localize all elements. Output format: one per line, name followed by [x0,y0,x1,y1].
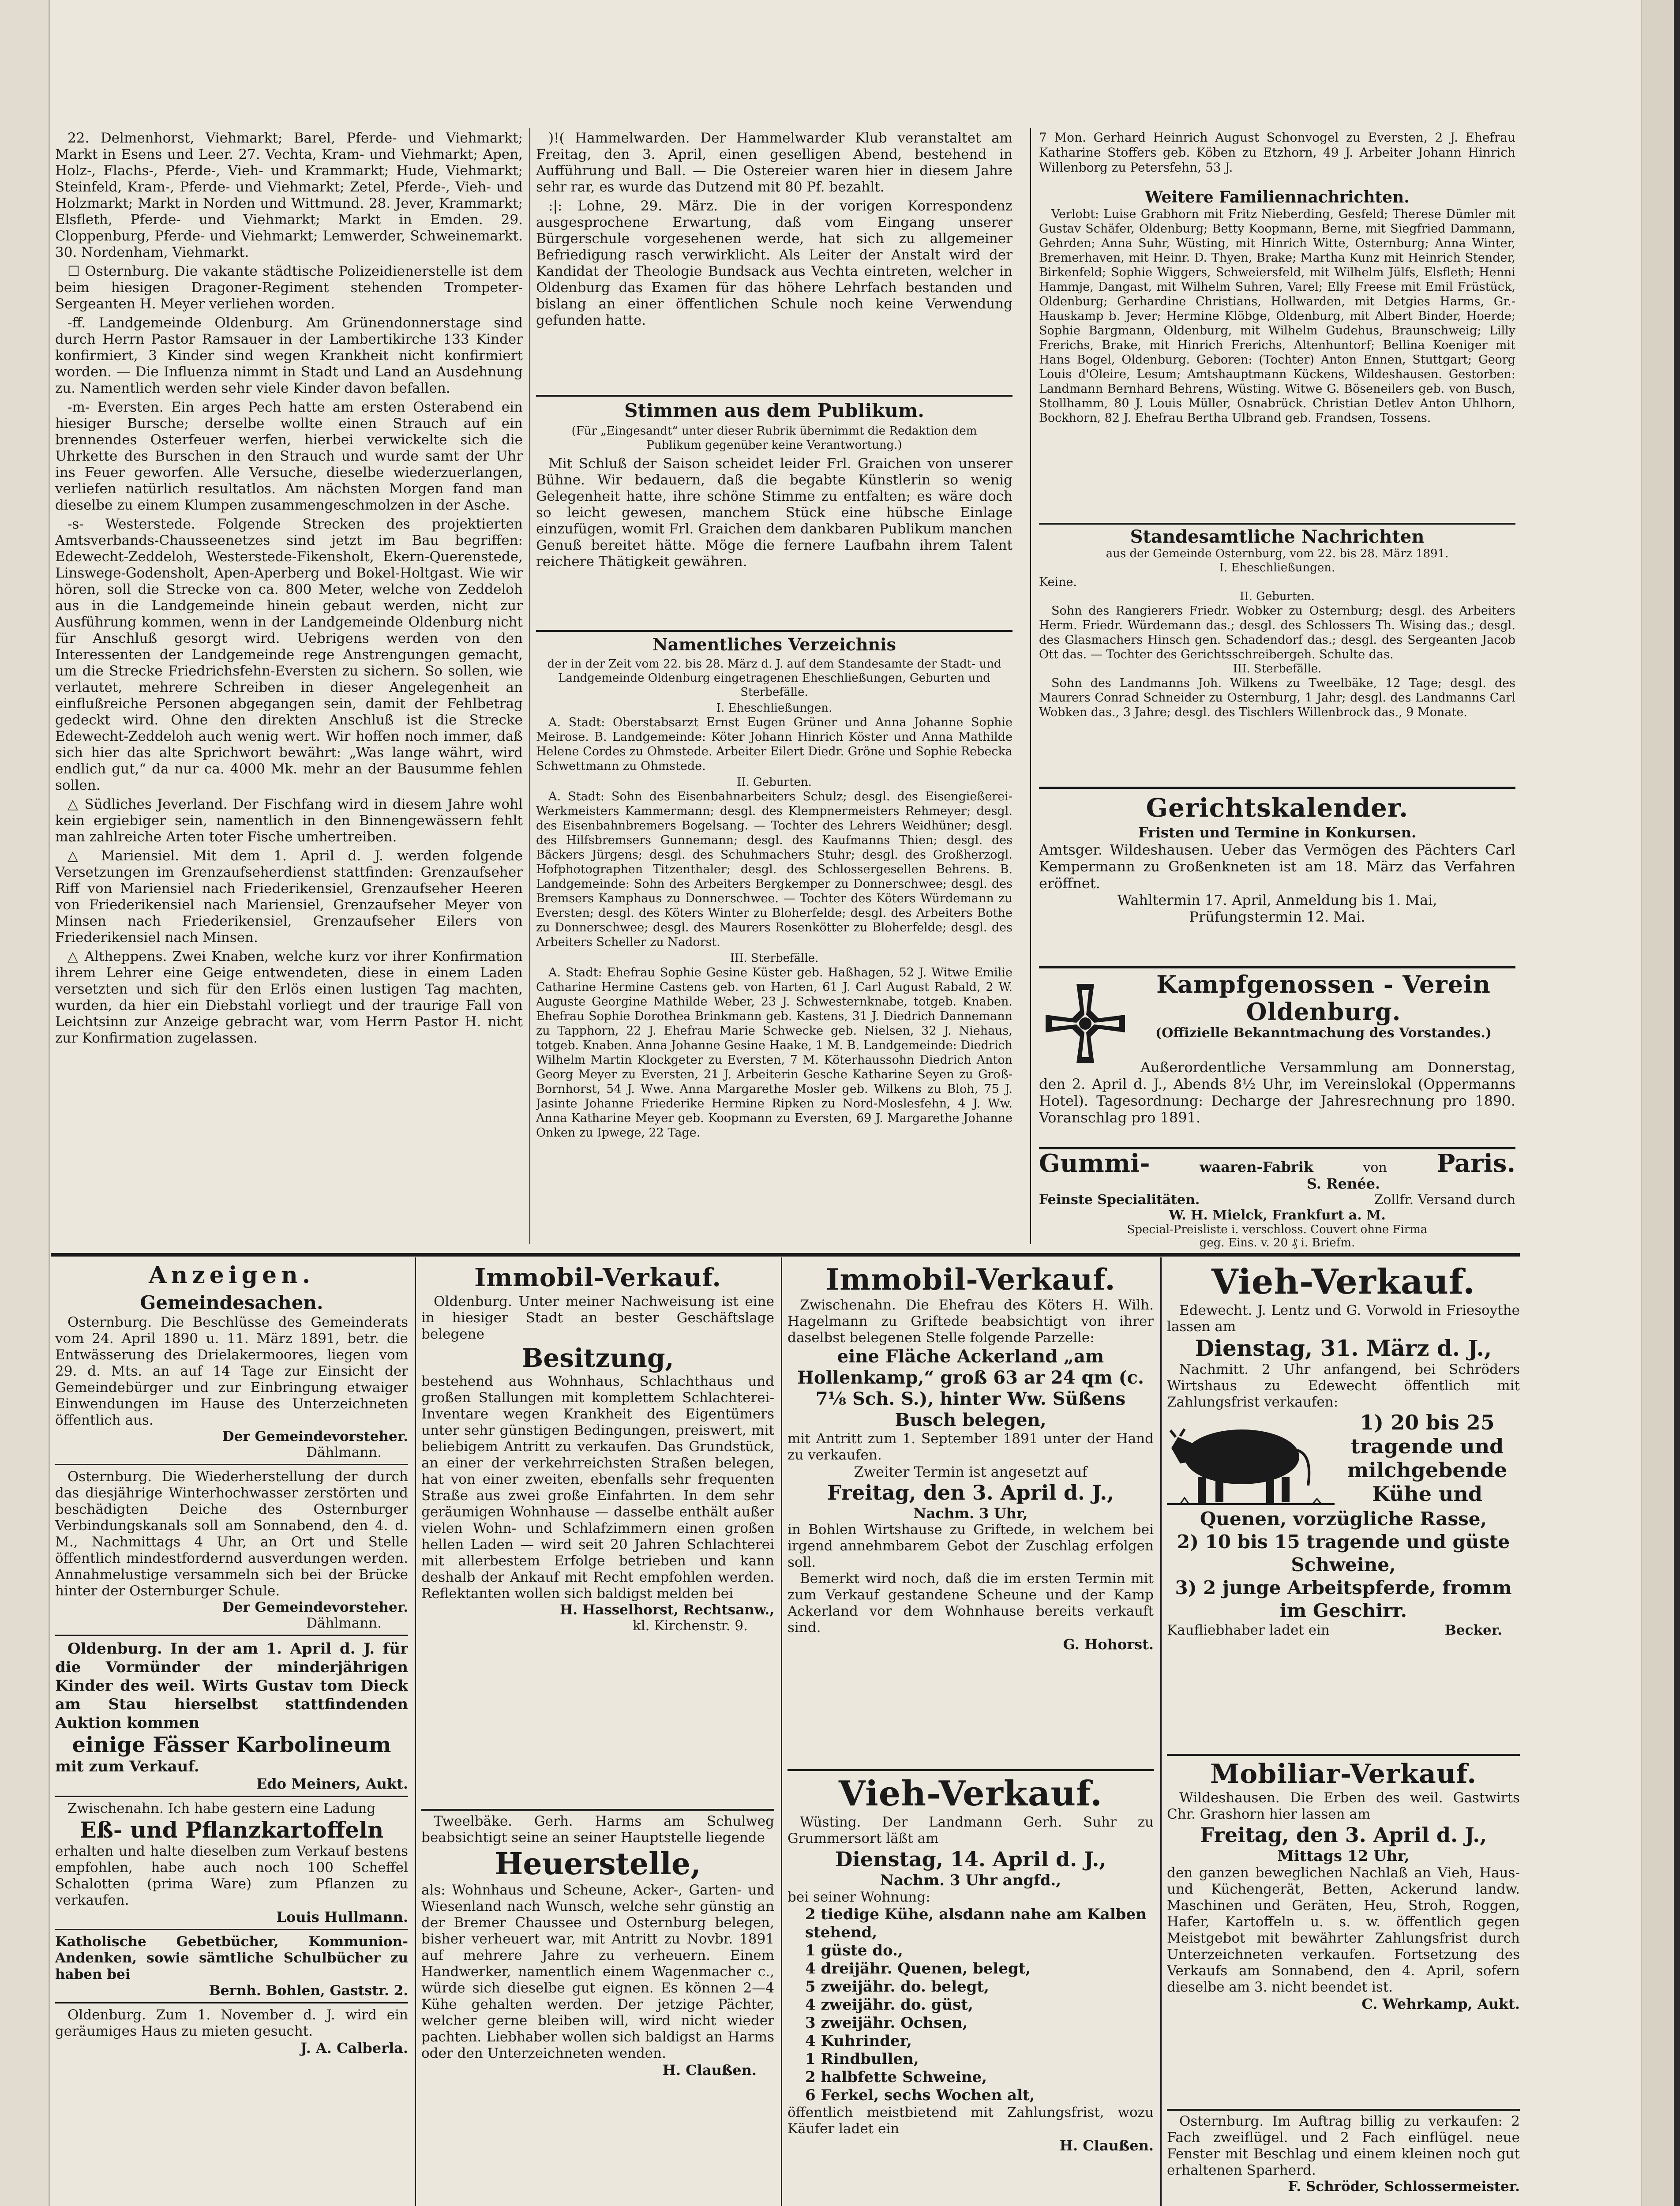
news-column-1 [55,130,523,1251]
section-rule [788,1769,1154,1771]
section-rule [536,395,1012,397]
section-rule [1167,2109,1520,2111]
verzeichnis-section [536,633,1012,1246]
vieh-1-tail: Kaufliebhaber ladet ein [1167,1622,1330,1638]
news-item: ☐ Osternburg. Die vakante städtische Polizeidienerstelle ist dem beim hiesigen Dragoner-Regiment stehenden Trompeter-Sergeanten H. Meyer verliehen worden. [55,263,523,312]
vieh-2-item: 1 güste do., [805,1942,903,1959]
mobiliar-text-1: Wildeshausen. Die Erben des weil. Gastwirts Chr. Grashorn hier lassen am [1167,1790,1520,1822]
mobiliar-title: Mobiliar-Verkauf. [1210,1759,1477,1790]
standesamt-subtitle: aus der Gemeinde Osternburg, vom 22. bis 28. März 1891. [1106,547,1449,560]
gummi-sub: S. Renée. [1306,1175,1380,1192]
zwischenahn-tail: erhalten und halte dieselben zum Verkauf bestens empfohlen, habe auch noch 100 Scheffel Schalotten (prima Ware) zum Pflanzen zu verkaufen. [55,1843,408,1908]
standesamt-section [1039,527,1515,783]
vieh-1-tail-row [1167,1622,1520,1638]
vieh-2-date: Dienstag, 14. April d. J., [835,1847,1106,1871]
market-list: 22. Delmenhorst, Viehmarkt; Barel, Pferde- und Viehmarkt; Markt in Esens und Leer. 27. Vechta, Kram- und Viehmarkt; Apen, Holz-, Flachs-, Pferde-, Vieh- und Krammarkt; Hude, Viehmarkt; Steinfeld, Kram-, Pferde- und Viehmarkt; Zetel, Pferde-, Vieh- und Holzmarkt; Markt in Norden und Wittmund. 28. Jever, Krammarkt; Elsfleth, Pferde- und Viehmarkt; Markt in Emden. 29. Cloppenburg, Pferde- und Viehmarkt; Lemwerder, Schweinemarkt. 30. Nordenham, Viehmarkt. [55,130,523,260]
immobil-2-date: Freitag, den 3. April d. J., [827,1481,1114,1504]
iron-cross-icon [1041,979,1129,1068]
gummi-title-d: Paris. [1436,1152,1515,1178]
heuerstelle-sign: H. Claußen. [662,2062,757,2078]
immobil-ad-2 [788,1262,1154,1765]
gericht-text: Amtsger. Wildeshausen. Ueber das Vermögen des Pächters Carl Kempermann zu Großenkneten ist am 18. März das Verfahren eröffnet. [1039,841,1515,892]
oldenburg-auction-tail: mit zum Verkauf. [55,1758,199,1775]
gummi-ad [1039,1152,1515,1249]
adjacent-page-edge [0,0,50,2206]
gummi-line4: geg. Eins. v. 20 ₰ i. Briefm. [1199,1236,1355,1249]
vieh-2-sign: H. Claußen. [1059,2137,1154,2154]
stimmen-title: Stimmen aus dem Publikum. [624,400,924,421]
column-divider [781,1257,782,2206]
verzeichnis-sec2-text: A. Stadt: Sohn des Eisenbahnarbeiters Schulz; desgl. des Eisengießerei-Werkmeisters Kammermann; desgl. des Klempnermeisters Rehmeyer; desgl. des Eisenbahnbremers Bogelsang. — Tochter des Lehrers Weidhüner; desgl. des Hilfsbremsers Gunnemann; desgl. des Kaufmanns Thien; desgl. des Bäckers Jürgens; desgl. des Schuhmachers Stuhr; desgl. des Großherzogl. Hofphotographen Titzenthaler; desgl. des Schlossergesellen Behrens. B. Landgemeinde: Sohn des Arbeiters Bergkemper zu Donnerschwee; desgl. des Bremsers Kamphaus zu Donnerschwee. — Tochter des Köters Würdemann zu Eversten; desgl. des Köters Winter zu Bloherfelde; desgl. des Arbeiters Bothe zu Donnerschwee; desgl. des Maurers Rosenkötter zu Bloherfelde; desgl. des Arbeiters Scheller zu Nadorst. [536,790,1012,949]
gerichtskalender-section [1039,792,1515,964]
kampfgenossen-ad [1039,971,1515,1147]
vieh-verkauf-edewecht-ad [1167,1262,1520,1752]
vieh-1-item-3: 3) 2 junge Arbeitspferde, fromm im Geschirr. [1175,1577,1512,1621]
verzeichnis-sec1-heading: I. Eheschließungen. [716,702,832,715]
verzeichnis-sec2-heading: II. Geburten. [737,776,812,789]
vieh-2-item: 4 Kuhrinder, [805,2032,912,2050]
standesamt-title: Standesamtliche Nachrichten [1130,527,1425,547]
standesamt-sec1-heading: I. Eheschließungen. [1219,561,1335,574]
vieh-2-time: Nachm. 3 Uhr angfd., [880,1872,1061,1889]
vieh-2-item: 2 halbfette Schweine, [805,2068,987,2086]
vieh-1-picture-row [1167,1411,1520,1508]
news-item: △ Südliches Jeverland. Der Fischfang wird in diesem Jahre wohl kein ergiebiger sein, namentlich in den Binnengewässern fehlt man zahlreiche Arten toter Fische umhertreiben. [55,796,523,845]
immobil-2-text-1: Zwischenahn. Die Ehefrau des Köters H. Wilh. Hagelmann zu Griftede beabsichtigt von ihrer daselbst belegenen Stelle folgende Parzelle: [788,1297,1154,1346]
vieh-2-item-list [805,1906,1154,2105]
verzeichnis-sec3-text: A. Stadt: Ehefrau Sophie Gesine Küster geb. Haßhagen, 52 J. Witwe Emilie Catharine Hermine Castens geb. von Harten, 61 J. Carl August Rabald, 2 W. Auguste Georgine Mathilde Weber, 23 J. Schwesternknabe, totgeb. Knaben. Ehefrau Sophie Dorothea Brinkmann geb. Kastens, 31 J. Diedrich Dannemann zu Tapphorn, 22 J. Ehefrau Marie Schwecke geb. Nielsen, 32 J. Niehaus, totgeb. Knaben. Anna Johanne Gesine Haake, 1 M. B. Landgemeinde: Diedrich Wilhelm Martin Klockgeter zu Eversten, 7 M. Köterhaussohn Diedrich Anton Georg Meyer zu Eversten, 21 J. Arbeiterin Gesche Katharine Seyen zu Groß-Bornhorst, 54 J. Wwe. Anna Margarethe Mosler geb. Wilkens zu Bloh, 75 J. Jasinte Johanne Friederike Hermine Ripken zu Nord-Moslesfehn, 4 J. Ww. Anna Katharine Meyer geb. Koopmann zu Eversten, 69 J. Margarethe Johanne Onken zu Ipwege, 22 Tage. [536,966,1012,1140]
gericht-subtitle: Fristen und Termine in Konkursen. [1138,824,1417,841]
kampf-text: Außerordentliche Versammlung am Donnerstag, den 2. April d. J., Abends 8½ Uhr, im Vereinslokal (Oppermanns Hotel). Tagesordnung: Decharge der Jahresrechnung pro 1890. Voranschlag pro 1891. [1039,1059,1515,1126]
vieh-2-title: Vieh-Verkauf. [838,1774,1103,1814]
gemeindesachen-sign-2: Dählmann. [306,1444,382,1460]
gummi-line1b: Zollfr. Versand durch [1374,1192,1515,1208]
vieh-2-text-3: öffentlich meistbietend mit Zahlungsfrist, wozu Käufer ladet ein [788,2105,1154,2137]
stimmen-text: Mit Schluß der Saison scheidet leider Frl. Graichen von unserer Bühne. Wir bedauern, daß die begabte Künstlerin so wenig Gelegenheit hatte, ihre schöne Stimme zu entfalten; es wäre doch so leicht gewesen, manchem Stück eine hübsche Einlage einzufügen, womit Frl. Graichen dem dankbaren Publikum manchen Genuß bereitet hätte. Möge die fernere Laufbahn ihrem Talent reichere Thätigkeit gewähren. [536,456,1012,570]
stimmen-section [536,399,1012,629]
kampf-title-block [1132,971,1515,1041]
anzeigen-column [55,1260,408,2206]
gericht-line1: Wahltermin 17. April, Anmeldung bis 1. Mai, [1117,892,1437,908]
kampf-title-2: Oldenburg. [1246,998,1401,1026]
section-rule [1039,523,1515,525]
immobil-2-text-2: mit Antritt zum 1. September 1891 unter der Hand zu verkaufen. [788,1431,1154,1463]
vieh-2-item: 4 zweijähr. do. güst, [805,1996,973,2014]
immobil-1-text-1: Oldenburg. Unter meiner Nachweisung ist eine in hiesiger Stadt an bester Geschäftslage belegene [421,1294,774,1342]
immobil-2-time: Nachm. 3 Uhr, [913,1505,1028,1522]
wohnung-gesucht-text: Oldenburg. Zum 1. November d. J. wird ein geräumiges Haus zu mieten gesucht. [55,2007,408,2039]
familien-section [1039,188,1515,518]
sterbefaelle-continued: 7 Mon. Gerhard Heinrich August Schonvogel zu Eversten, 2 J. Ehefrau Katharine Stoffers geb. Köben zu Etzhorn, 49 J. Arbeiter Johann Hinrich Willenborg zu Petersfehn, 53 J. [1039,130,1515,175]
familien-text: Verlobt: Luise Grabhorn mit Fritz Nieberding, Gesfeld; Therese Dümler mit Gustav Schäfer, Oldenburg; Betty Koopmann, Berne, mit Siegfried Dammann, Gehrden; Anna Suhr, Wüsting, mit Hinrich Witte, Osternburg; Anna Winter, Bremerhaven, mit Heinr. D. Thyen, Brake; Martha Kunz mit Heinrich Stender, Birkenfeld; Sophie Wiggers, Schweiersfeld, mit Wilhelm Jülfs, Elsfleth; Henni Hammje, Dangast, mit Wilhelm Suhren, Varel; Elly Freese mit Emil Früstück, Oldenburg; Gerhardine Christians, Hollwarden, mit Detgies Harms, Gr.-Hauskamp b. Jever; Hermine Klöbge, Oldenburg, mit Albert Binder, Hoerde; Sophie Bargmann, Oldenburg, mit Wilhelm Gudehus, Braunschweig; Lilly Frerichs, Brake, mit Hinrich Frerichs, Altenhuntorf; Bellina Koeniger mit Hans Bogel, Oldenburg. Geboren: (Tochter) Anton Ennen, Stuttgart; Georg Louis d'Oleire, Lesum; Amtshauptmann Kückens, Wildeshausen. Gestorben: Landmann Bernhard Behrens, Wüsting. Witwe G. Böseneilers geb. von Busch, Stollhamm, 80 J. Louis Müller, Osnabrück. Christian Detlev Anton Uhlhorn, Bockhorn, 82 J. Ehefrau Bertha Ulbrand geb. Frandsen, Tossens. [1039,207,1515,425]
gericht-line2: Prüfungstermin 12. Mai. [1189,908,1365,925]
mobiliar-date: Freitag, den 3. April d. J., [1200,1823,1487,1847]
news-item: -ff. Landgemeinde Oldenburg. Am Grünendonnerstage sind durch Herrn Pastor Ramsauer in der Lambertikirche 133 Kinder konfirmiert, 3 Kinder sind wegen Krankheit nicht konfirmiert worden. — Die Influenza nimmt in Stadt und Land an Ausdehnung zu. Namentlich werden sehr viele Kinder davon befallen. [55,315,523,396]
osternburg-notice: Osternburg. Die Wiederherstellung der durch das diesjährige Winterhochwasser zerstörten und beschädigten Deiche des Osternburger Verbindungskanals soll am Sonnabend, den 4. d. M., Nachmittags 4 Uhr, an Ort und Stelle öffentlich mindestfordernd ausverdungen werden. Annahmelustige versammeln sich bei der Brücke hinter der Osternburger Schule. [55,1469,408,1599]
katholische-text: Katholische Gebetbücher, Kommunion-Andenken, sowie sämtliche Schulbücher zu haben bei [55,1934,408,1982]
standesamt-sec2-text: Sohn des Rangierers Friedr. Wobker zu Osternburg; desgl. des Arbeiters Herm. Friedr. Würdemann das.; desgl. des Schlossers Th. Wising das.; desgl. des Glasmachers Hinsch gen. Schadendorf das.; desgl. des Sergeanten Jacob Ott das. — Tochter des Gerichtsschreibergeh. Schulte das. [1039,604,1515,661]
immobil-1-text-2: bestehend aus Wohnhaus, Schlachthaus und großen Stallungen mit komplettem Schlachterei-Inventare wegen Krankheit des Eigentümers unter sehr günstigen Bedingungen, preiswert, mit beliebigem Antritt zu verkaufen. Das Grundstück, an einer der verkehrreichsten Straßen belegen, hat von einer zweiten, ebenfalls sehr frequenten Straße aus zwei große Einfahrten. In dem sehr geräumigen Wohnhause — dasselbe enthält außer vielen Wohn- und Schlafzimmern einen großen hellen Laden — wird seit 20 Jahren Schlachterei mit allerbestem Erfolge betrieben und kann deshalb der Ankauf mit Recht empfohlen werden. Reflektanten wollen sich baldigst melden bei [421,1373,774,1602]
vieh-2-text-1: Wüsting. Der Landmann Gerh. Suhr zu Grummersort läßt am [788,1814,1154,1846]
vieh-2-item: 5 zweijähr. do. belegt, [805,1978,989,1996]
oldenburg-auction-sign: Edo Meiners, Aukt. [256,1775,408,1792]
standesamt-sec3-text: Sohn des Landmanns Joh. Wilkens zu Tweelbäke, 12 Tage; desgl. des Maurers Conrad Schneider zu Osternburg, 1 Jahr; desgl. des Landmanns Carl Wobken das., 3 Jahre; desgl. des Tischlers Willenbrock das., 9 Monate. [1039,676,1515,719]
wohnung-gesucht-sign: J. A. Calberla. [300,2040,408,2056]
vieh-1-sign: Becker. [1444,1622,1502,1638]
news-column-2 [536,130,1012,377]
gericht-title: Gerichtskalender. [1146,793,1409,823]
section-rule [536,630,1012,632]
mobiliar-time: Mittags 12 Uhr, [1277,1847,1410,1865]
immobil-2-title: Immobil-Verkauf. [825,1262,1116,1297]
katholische-sign: Bernh. Bohlen, Gaststr. 2. [209,1983,408,1999]
vieh-2-item: 6 Ferkel, sechs Wochen alt, [805,2086,1035,2104]
oldenburg-auction-big: einige Fässer Karbolineum [72,1733,391,1757]
zwischenahn-text: Zwischenahn. Ich habe gestern eine Ladung [68,1801,376,1816]
section-rule [1039,966,1515,968]
divider [55,1796,408,1797]
vieh-2-item: 2 tiedige Kühe, alsdann nahe am Kalben stehend, [805,1906,1147,1941]
divider [55,1929,408,1930]
gummi-line1: Feinste Specialitäten. [1039,1192,1200,1208]
heuerstelle-text-2: als: Wohnhaus und Scheune, Acker-, Garten- und Wiesenland nach Wunsch, welche sehr günstig an der Bremer Chaussee und Osternburg belegen, bisher verheuert war, mit Antritt zu Novbr. 1891 auf mehrere Jahre zu verheuern. Einem Handwerker, namentlich einem Wagenmacher c., würde sich dieselbe gut eignen. Es können 2—4 Kühe gehalten werden. Der jetzige Pächter, welcher gerne bleiben will, wird nicht wieder pachten. Liebhaber wollen sich baldigst an Harms oder den Unterzeichneten wenden. [421,1882,774,2061]
gummi-title-a: Gummi- [1039,1152,1150,1178]
vieh-2-text-2: bei seiner Wohnung: [788,1889,930,1905]
page-edge-shadow [1641,0,1674,2206]
vieh-1-item-1b: Quenen, vorzügliche Rasse, [1200,1508,1487,1530]
verzeichnis-title: Namentliches Verzeichnis [652,634,896,654]
immobil-1-sign-2: kl. Kirchenstr. 9. [632,1618,748,1634]
immobil-1-sign-1: H. Hasselhorst, Rechtsanw., [559,1602,774,1618]
section-rule [421,1809,774,1811]
vieh-1-item-2: 2) 10 bis 15 tragende und güste Schweine, [1177,1531,1510,1576]
page-section-rule [51,1253,1520,1257]
vieh-1-text-2: Nachmitt. 2 Uhr anfangend, bei Schröders Wirtshaus zu Edewecht öffentlich mit Zahlungsfrist verkaufen: [1167,1362,1520,1410]
verzeichnis-sec3-heading: III. Sterbefälle. [730,952,819,965]
news-item: -m- Eversten. Ein arges Pech hatte am ersten Osterabend ein hiesiger Bursche; derselbe wollte einen Strauch auf ein brennendes Osterfeuer werfen, hierbei verwickelte sich die Uhrkette des Burschen in den Strauch und wurde samt der Uhr ins Feuer geworfen. Alle Versuche, dieselbe wiederzuerlangen, verliefen natürlich resultatlos. Am nächsten Morgen fand man dieselbe zu einem Klumpen zusammengeschmolzen in der Asche. [55,399,523,513]
vieh-1-title: Vieh-Verkauf. [1211,1262,1476,1302]
schroeder-text: Osternburg. Im Auftrag billig zu verkaufen: 2 Fach zweiflügel. und 2 Fach einflügel. neue Fenster mit Beschlag und einem kleinen noch gut erhaltenen Sparherd. [1167,2113,1520,2178]
column-divider [1030,128,1031,1244]
section-rule [1039,1147,1515,1149]
osternburg-sign-2: Dählmann. [306,1615,382,1631]
kampf-subtitle: (Offizielle Bekanntmachung des Vorstandes.) [1155,1025,1492,1041]
osternburg-sign-1: Der Gemeindevorsteher. [222,1599,408,1615]
gemeindesachen-sign-1: Der Gemeindevorsteher. [222,1429,408,1444]
immobil-1-title: Immobil-Verkauf. [474,1263,721,1292]
vieh-1-text-1: Edewecht. J. Lentz und G. Vorwold in Friesoythe lassen am [1167,1302,1520,1335]
gummi-title-b: waaren-Fabrik [1200,1159,1314,1175]
zwischenahn-big: Eß- und Pflanzkartoffeln [79,1817,384,1843]
divider [55,1635,408,1636]
column-3-top [1039,130,1515,188]
mobiliar-text-2: den ganzen beweglichen Nachlaß an Vieh, Haus- und Küchengerät, Betten, Ackerund landw. Maschinen und Geräten, Heu, Stroh, Roggen, Hafer, Kartoffeln u. s. w. öffentlich gegen Meistgebot mit bewährter Zahlungsfrist durch Unterzeichneten verkaufen. Fortsetzung des Verkaufs am Sonnabend, den 4. April, sofern dieselbe am 3. nicht beendet ist. [1167,1865,1520,1995]
column-divider [415,1257,416,2206]
gemeindesachen-title: Gemeindesachen. [140,1292,323,1313]
column-divider [1160,1257,1162,2206]
immobil-1-big: Besitzung, [521,1343,674,1373]
vieh-2-item: 3 zweijähr. Ochsen, [805,2014,968,2032]
gummi-title-c: von [1363,1160,1387,1175]
section-rule [1039,787,1515,789]
standesamt-sec3-heading: III. Sterbefälle. [1233,662,1322,675]
vieh-2-item: 4 dreijähr. Quenen, belegt, [805,1960,1031,1977]
heuerstelle-text-1: Tweelbäke. Gerh. Harms am Schulweg beabsichtigt seine an seiner Hauptstelle liegende [421,1813,774,1846]
section-rule [1167,1754,1520,1756]
familien-title: Weitere Familiennachrichten. [1145,188,1410,206]
immobil-2-place: in Bohlen Wirtshause zu Griftede, in welchem bei irgend annehmbarem Gebot der Zuschlag erfolgen soll. [788,1522,1154,1570]
gummi-line1-row [1039,1192,1515,1208]
mobiliar-sign: C. Wehrkamp, Aukt. [1361,1996,1520,2012]
gummi-title-row [1039,1152,1515,1178]
news-item: △ Altheppens. Zwei Knaben, welche kurz vor ihrer Konfirmation ihrem Lehrer eine Geige entwendeten, diese in einem Laden versetzten und sich für den Erlös einen lustigen Tag machten, wurden, da hier ein Diebstahl vorliegt und der traurige Fall von Leichtsinn zur Anzeige gebracht war, vom Herrn Pastor H. nicht zur Konfirmation zugelassen. [55,949,523,1046]
news-item: )!( Hammelwarden. Der Hammelwarder Klub veranstaltet am Freitag, den 3. April, einen geselligen Abend, bestehend in Aufführung und Ball. — Die Ostereier waren hier in diesem Jahre sehr rar, es wurde das Dutzend mit 80 Pf. bezahlt. [536,130,1012,195]
immobil-2-termin: Zweiter Termin ist angesetzt auf [854,1463,1088,1480]
immobil-2-sign: G. Hohorst. [1063,1636,1154,1653]
standesamt-sec2-heading: II. Geburten. [1240,590,1315,603]
verzeichnis-intro: der in der Zeit vom 22. bis 28. März d. J. auf dem Standesamte der Stadt- und Landgemeinde Oldenburg eingetragenen Eheschließungen, Geburten und Sterbefälle. [547,657,1001,699]
vieh-2-item: 1 Rindbullen, [805,2050,919,2068]
vieh-1-item-1: 1) 20 bis 25 tragende und milchgebende Kühe und [1347,1411,1508,1506]
gemeindesachen-text: Osternburg. Die Beschlüsse des Gemeinderats vom 24. April 1890 u. 11. März 1891, betr. die Entwässerung des Drielakermoores, liegen vom 29. d. Mts. an auf 14 Tage zur Einsicht der Gemeindebürger und zur Einbringung etwaiger Einwendungen im Hause des Unterzeichneten öffentlich aus. [55,1314,408,1428]
news-item: -s- Westerstede. Folgende Strecken des projektierten Amtsverbands-Chausseenetzes sind jetzt im Bau begriffen: Edewecht-Zeddeloh, Westerstede-Fikensholt, Ekern-Querenstede, Linswege-Godensholt, Apen-Aperberg und Bokel-Holtgast. Wie wir hören, soll die Strecke von ca. 800 Meter, welche von Zeddeloh aus in die Landgemeinde hinein gebaut werden, nicht zur Ausführung kommen, wenn in der Landgemeinde Oldenburg nicht für Anschluß gesorgt wird. Uebrigens werden von den Interessenten der Landgemeinde rege Anstrengungen gemacht, um die Strecke Friedrichsfehn-Eversten zu sichern. So sollen, wie verlautet, mehrere Schreiben in dieser Angelegenheit an einflußreiche Personen abgegangen sein, damit der Fehlbetrag gedeckt wird. Ohne den direkten Anschluß ist die Strecke Edewecht-Zeddeloh auch wenig wert. Wir hoffen noch immer, daß sich hier das alte Sprichwort bewährt: „Was lange währt, wird endlich gut,“ da nur ca. 4000 Mk. mehr an der Bausumme fehlen sollen. [55,516,523,793]
kampf-title-1: Kampfgenossen - Verein [1156,971,1491,998]
standesamt-sec1-text: Keine. [1039,575,1077,589]
vieh-1-date: Dienstag, 31. März d. J., [1195,1335,1492,1361]
verzeichnis-sec1-text: A. Stadt: Oberstabsarzt Ernst Eugen Grüner und Anna Johanne Sophie Meirose. B. Landgemeinde: Köter Johann Hinrich Köster und Anna Mathilde Helene Cordes zu Ohmstede. Arbeiter Eilert Diedr. Gröne und Sophie Rebecka Schwettmann zu Ohmstede. [536,716,1012,773]
heuerstelle-big: Heuerstelle, [495,1846,701,1882]
immobil-2-big: eine Fläche Ackerland „am Hollenkamp,“ groß 63 ar 24 qm (c. 7⅛ Sch. S.), hinter Ww. Süßens Busch belegen, [797,1346,1144,1430]
immobil-ad-1 [421,1262,774,1809]
news-item: △ Mariensiel. Mit dem 1. April d. J. werden folgende Versetzungen im Grenzaufseherdienst stattfinden: Grenzaufseher Riff von Mariensiel nach Friederikensiel, Grenzaufseher Heeren von Friederikensiel nach Mariensiel, Grenzaufseher Meyer von Minsen nach Friederikensiel, Grenzaufseher Eilers von Friederikensiel nach Minsen. [55,848,523,945]
vieh-verkauf-wuesting-ad [788,1774,1154,2206]
heuerstelle-ad [421,1813,774,2206]
stimmen-note: (Für „Eingesandt“ unter dieser Rubrik übernimmt die Redaktion dem Publikum gegenüber keine Verantwortung.) [571,424,977,452]
cow-icon [1167,1411,1335,1508]
divider [55,2002,408,2003]
gummi-line2: W. H. Mielck, Frankfurt a. M. [1169,1208,1386,1223]
schroeder-ad [1167,2113,1520,2206]
news-item: :|: Lohne, 29. März. Die in der vorigen Korrespondenz ausgesprochene Erwartung, daß vom Eingang unserer Bürgerschule vorgesehenen werde, hat sich zu allgemeiner Befriedigung rasch verwirklicht. Als Leiter der Anstalt wird der Kandidat der Theologie Bundsack aus Vechta eintreten, welcher in Oldenburg das Examen für das höhere Lehrfach bestanden und bislang an einer öffentlichen Schule noch keine Verwendung gefunden hatte. [536,198,1012,328]
column-divider [529,128,530,1244]
gummi-line3: Special-Preisliste i. verschloss. Couvert ohne Firma [1127,1223,1428,1236]
anzeigen-title: Anzeigen. [149,1262,315,1289]
zwischenahn-sign: Louis Hullmann. [276,1909,408,1925]
divider [55,1464,408,1465]
immobil-2-text-3: Bemerkt wird noch, daß die im ersten Termin mit zum Verkauf gestandene Scheune und der Kamp Ackerland vor dem Wohnhause bereits verkauft sind. [788,1571,1154,1636]
schroeder-sign: F. Schröder, Schlossermeister. [1288,2179,1520,2195]
oldenburg-auction-text: Oldenburg. In der am 1. April d. J. für die Vormünder der minderjährigen Kinder des weil. Wirts Gustav tom Dieck am Stau hierselbst stattfindenden Auktion kommen [55,1640,408,1732]
mobiliar-verkauf-ad [1167,1758,1520,2107]
